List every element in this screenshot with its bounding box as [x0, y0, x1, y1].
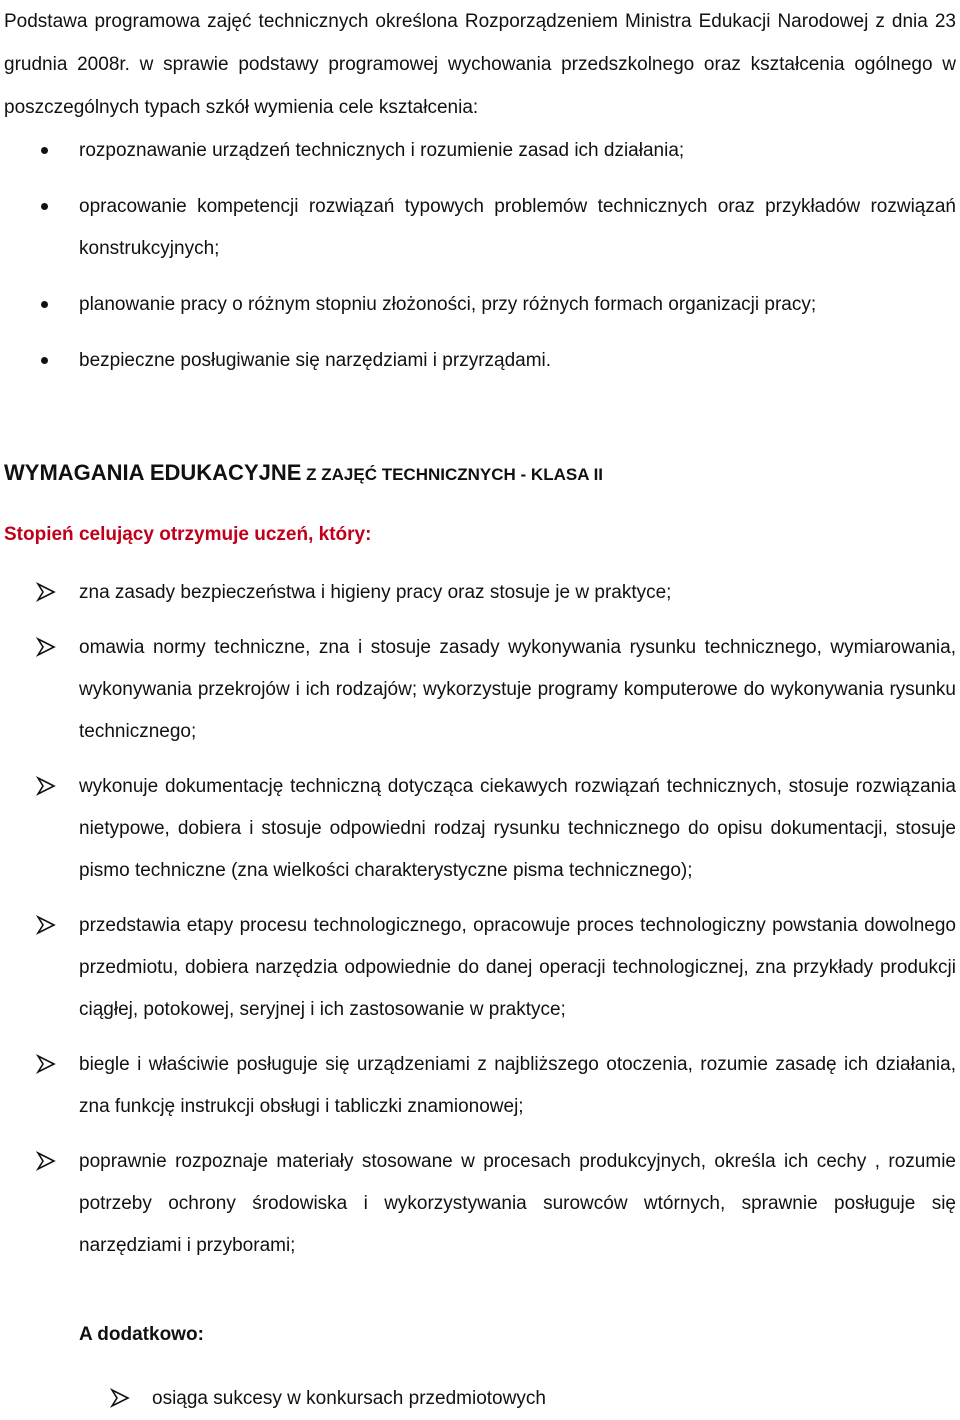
goal-text: opracowanie kompetencji rozwiązań typowych problemów technicznych oraz przykładów rozwiązań konstrukcyjnych; — [79, 196, 956, 259]
requirement-text: wykonuje dokumentację techniczną dotycząca ciekawych rozwiązań technicznych, stosuje rozwiązania nietypowe, dobiera i stosuje odpowiedni rodzaj rysunku technicznego do opisu dokumentacji, stosuje pismo techniczne (zna wielkości charakterystyczne pisma technicznego); — [79, 776, 956, 881]
arrowhead-bullet-icon — [36, 637, 56, 657]
requirements-list — [0, 572, 960, 1267]
goal-text: bezpieczne posługiwanie się narzędziami i przyrządami. — [79, 350, 552, 371]
intro-paragraph: Podstawa programowa zajęć technicznych określona Rozporządzeniem Ministra Edukacji Narodowej z dnia 23 grudnia 2008r. w sprawie podstawy programowej wychowania przedszkolnego oraz kształcenia ogólnego w poszczególnych typach szkół wymienia cele kształcenia: — [4, 11, 956, 118]
goal-text: rozpoznawanie urządzeń technicznych i rozumienie zasad ich działania; — [79, 140, 685, 161]
arrowhead-bullet-icon — [36, 1054, 56, 1074]
arrowhead-bullet-icon — [36, 1151, 56, 1171]
requirement-text: biegle i właściwie posługuje się urządzeniami z najbliższego otoczenia, rozumie zasadę ich działania, zna funkcję instrukcji obsługi i tabliczki znamionowej; — [79, 1054, 956, 1117]
bullet-icon — [41, 147, 48, 154]
requirement-item — [0, 627, 956, 753]
extra-item — [0, 1378, 960, 1420]
section-heading — [4, 460, 603, 486]
goal-item — [0, 186, 956, 270]
requirement-text: poprawnie rozpoznaje materiały stosowane w procesach produkcyjnych, określa ich cechy , rozumie potrzeby ochrony środowiska i wykorzystywania surowców wtórnych, sprawnie posługuje się narzędziami i przyborami; — [79, 1151, 956, 1256]
heading-main: WYMAGANIA EDUKACYJNE — [4, 460, 302, 485]
extra-text: osiąga sukcesy w konkursach przedmiotowych — [152, 1388, 546, 1409]
requirement-item — [0, 1044, 956, 1128]
requirement-item — [0, 766, 956, 892]
goal-text: planowanie pracy o różnym stopniu złożoności, przy różnych formach organizacji pracy; — [79, 294, 817, 315]
extra-list — [0, 1378, 960, 1420]
bullet-icon — [41, 357, 48, 364]
arrowhead-bullet-icon — [36, 582, 56, 602]
grade-title: Stopień celujący otrzymuje uczeń, który: — [4, 524, 372, 545]
requirement-item — [0, 572, 956, 614]
bullet-icon — [41, 203, 48, 210]
requirement-text: przedstawia etapy procesu technologicznego, opracowuje proces technologiczny powstania dowolnego przedmiotu, dobiera narzędzia odpowiednie do danej operacji technologicznej, zna przykłady produkcji ciągłej, potokowej, seryjnej i ich zastosowanie w praktyce; — [79, 915, 956, 1020]
extra-title: A dodatkowo: — [79, 1324, 204, 1345]
bullet-icon — [41, 301, 48, 308]
heading-sub: Z ZAJĘĆ TECHNICZNYCH - KLASA II — [301, 465, 604, 484]
goal-item — [0, 284, 956, 326]
requirement-item — [0, 905, 956, 1031]
education-goals-list — [0, 130, 960, 382]
arrowhead-bullet-icon — [110, 1388, 130, 1408]
requirement-item — [0, 1141, 956, 1267]
arrowhead-bullet-icon — [36, 776, 56, 796]
goal-item — [0, 340, 956, 382]
goal-item — [0, 130, 956, 172]
requirement-text: omawia normy techniczne, zna i stosuje zasady wykonywania rysunku technicznego, wymiarowania, wykonywania przekrojów i ich rodzajów; wykorzystuje programy komputerowe do wykonywania rysunku technicznego; — [79, 637, 956, 742]
arrowhead-bullet-icon — [36, 915, 56, 935]
requirement-text: zna zasady bezpieczeństwa i higieny pracy oraz stosuje je w praktyce; — [79, 582, 672, 603]
